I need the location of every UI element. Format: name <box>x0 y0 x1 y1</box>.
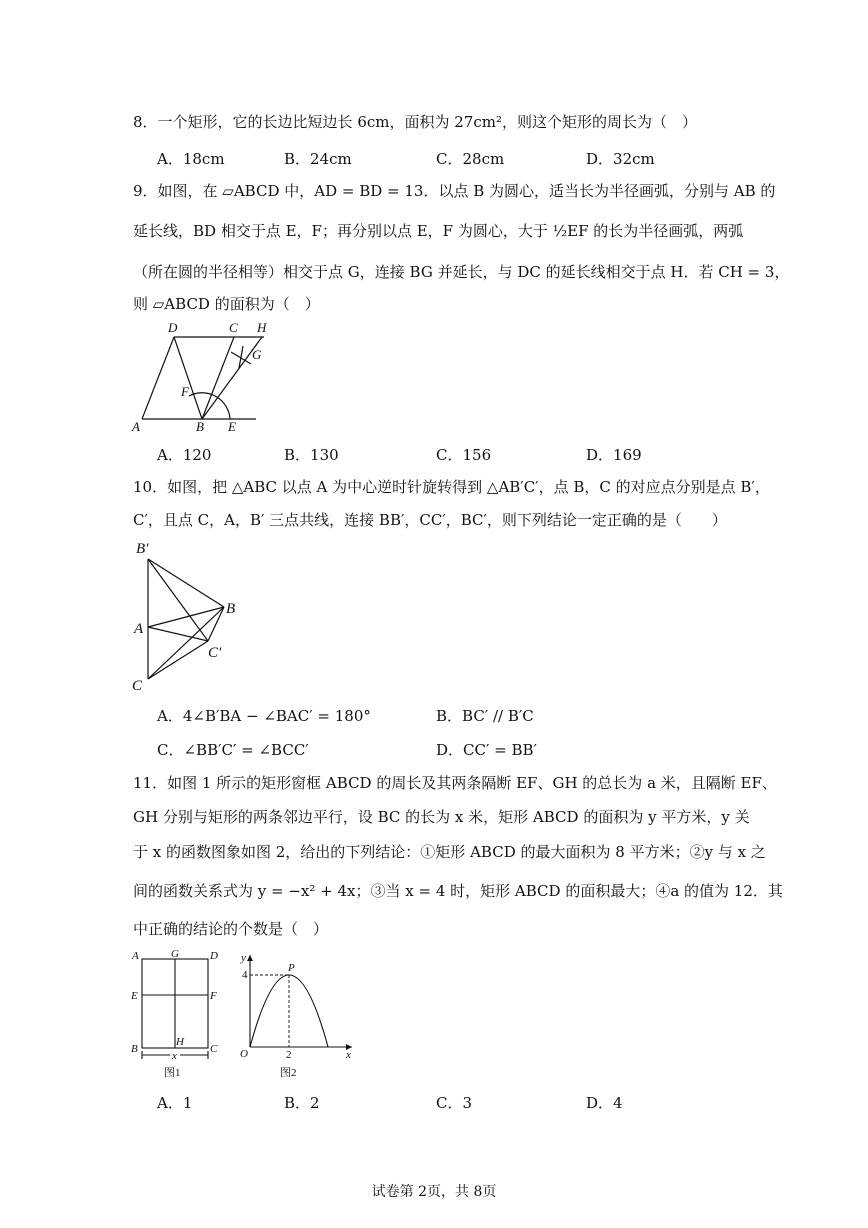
label-a: A <box>132 419 140 434</box>
q9-figure <box>126 318 276 436</box>
label-f: F <box>210 990 217 1002</box>
q9-option-a: A．120 <box>157 446 212 464</box>
q9-option-c: C．156 <box>436 446 492 464</box>
q8-option-b: B．24cm <box>284 150 352 168</box>
q11-figure-1 <box>126 945 226 1080</box>
label-g: G <box>252 347 262 362</box>
q10-line-1: 10．如图，把 △ABC 以点 A 为中心逆时针旋转得到 △AB′C′，点 B，C 的对应点分别是点 B′， <box>133 478 770 496</box>
q8-option-a: A．18cm <box>157 150 225 168</box>
y-axis-arrow <box>247 955 253 961</box>
q11-option-a: A．1 <box>157 1094 193 1112</box>
q11-line-2: GH 分别与矩形的两条邻边平行，设 BC 的长为 x 米，矩形 ABCD 的面积为 y 平方米，y 关 <box>133 808 750 826</box>
q10-line-2: C′，且点 C，A，B′ 三点共线，连接 BB′，CC′，BC′，则下列结论一定正确的是（ ） <box>133 511 727 529</box>
q11-option-c: C．3 <box>436 1094 473 1112</box>
caption-fig-1: 图1 <box>164 1067 181 1079</box>
label-c: C <box>210 1043 218 1055</box>
label-b-prime: B′ <box>136 541 149 557</box>
line-b-prime-b <box>148 559 224 607</box>
q8-stem: 8．一个矩形，它的长边比短边长 6cm，面积为 27cm²，则这个矩形的周长为（ ） <box>133 113 697 131</box>
label-y: y <box>241 952 246 964</box>
label-g: G <box>171 948 179 960</box>
line-bc <box>202 337 234 419</box>
label-a: A <box>132 950 139 962</box>
label-x: x <box>346 1049 351 1061</box>
q9-line-4: 则 ▱ABCD 的面积为（ ） <box>133 295 320 313</box>
line-cc-prime <box>148 641 208 679</box>
q10-option-c: C．∠BB′C′ = ∠BCC′ <box>157 741 309 759</box>
label-a: A <box>134 621 144 637</box>
label-b: B <box>131 1043 138 1055</box>
q10-option-d: D．CC′ = BB′ <box>436 741 537 759</box>
q9-line-2: 延长线，BD 相交于点 E，F；再分别以点 E，F 为圆心，大于 ½EF 的长为半径画弧，两弧 <box>133 222 744 240</box>
q11-figure-2 <box>228 945 358 1080</box>
q11-option-d: D．4 <box>586 1094 623 1112</box>
line-bc-prime <box>208 607 224 641</box>
label-e: E <box>131 990 138 1002</box>
label-o: O <box>240 1048 248 1060</box>
page-footer: 试卷第 2页，共 8页 <box>371 1184 497 1200</box>
q9-line-1: 9．如图，在 ▱ABCD 中，AD = BD = 13．以点 B 为圆心，适当长为半径画弧，分别与 AB 的 <box>133 182 776 200</box>
arc-ef <box>189 393 230 419</box>
q8-option-c: C．28cm <box>436 150 505 168</box>
label-b: B <box>226 601 236 617</box>
q10-figure <box>126 535 256 695</box>
line-ad <box>142 337 174 419</box>
q11-line-4: 间的函数关系式为 y = −x² + 4x；③当 x = 4 时，矩形 ABCD 的面积最大；④a 的值为 12．其 <box>133 882 783 900</box>
q9-line-3: （所在圆的半径相等）相交于点 G，连接 BG 并延长，与 DC 的延长线相交于点 H．若 CH = 3， <box>133 263 790 281</box>
label-e: E <box>228 419 236 434</box>
line-cb <box>148 607 224 679</box>
label-c-prime: C′ <box>208 645 222 661</box>
label-2: 2 <box>286 1049 292 1061</box>
q10-option-a: A．4∠B′BA − ∠BAC′ = 180° <box>157 707 371 725</box>
q9-option-d: D．169 <box>586 446 642 464</box>
label-4: 4 <box>242 969 248 981</box>
q9-option-b: B．130 <box>284 446 339 464</box>
label-p: P <box>288 962 295 974</box>
label-b: B <box>196 419 204 434</box>
caption-fig-2: 图2 <box>280 1067 297 1079</box>
q11-line-3: 于 x 的函数图象如图 2，给出的下列结论：①矩形 ABCD 的最大面积为 8 平方米；②y 与 x 之 <box>133 843 766 861</box>
label-d: D <box>168 320 178 335</box>
label-f: F <box>181 384 189 399</box>
q11-option-b: B．2 <box>284 1094 320 1112</box>
q8-option-d: D．32cm <box>586 150 655 168</box>
q11-line-1: 11．如图 1 所示的矩形窗框 ABCD 的周长及其两条隔断 EF、GH 的总长为 a 米，且隔断 EF、 <box>133 774 777 792</box>
label-c: C <box>132 678 143 694</box>
q11-line-5: 中正确的结论的个数是（ ） <box>133 920 329 938</box>
q10-option-b: B．BC′ // B′C <box>436 707 534 725</box>
label-c: C <box>229 320 238 335</box>
label-d: D <box>210 950 218 962</box>
label-x: x <box>172 1050 177 1062</box>
line-bd <box>174 337 202 419</box>
label-h: H <box>257 320 267 335</box>
label-h: H <box>176 1036 184 1048</box>
